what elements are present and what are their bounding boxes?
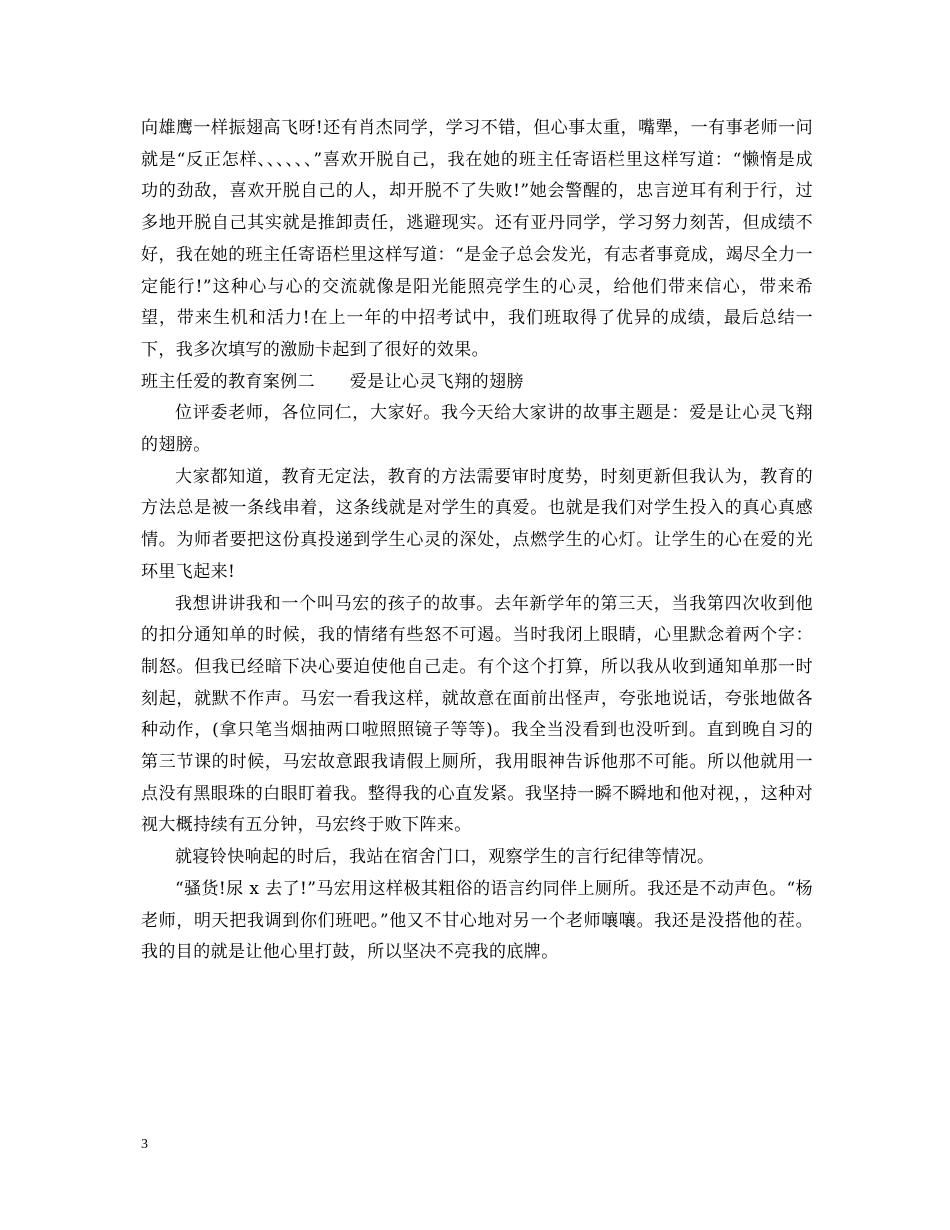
paragraph-3: 大家都知道，教育无定法，教育的方法需要审时度势，时刻更新但我认为，教育的方法总是被一条线串着，这条线就是对学生的真爱。也就是我们对学生投入的真心真感情。为师者要把这份真投递到学生心灵的深处，点燃学生的心灯。让学生的心在爱的光环里飞起来! — [141, 466, 813, 582]
page-number: 3 — [141, 1137, 148, 1152]
document-body — [141, 113, 813, 969]
paragraph-2: 位评委老师，各位同仁，大家好。我今天给大家讲的故事主题是：爱是让心灵飞翔的翅膀。 — [141, 403, 813, 456]
paragraph-1: 向雄鹰一样振翅高飞呀!还有肖杰同学，学习不错，但心事太重，嘴犟，一有事老师一问就是“反正怎样、、、、、、”喜欢开脱自己，我在她的班主任寄语栏里这样写道：“懒惰是成功的劲敌，喜欢开脱自己的人，却开脱不了失败!”她会警醒的，忠言逆耳有利于行，过多地开脱自己其实就是推卸责任，逃避现实。还有亚丹同学，学习努力刻苦，但成绩不好，我在她的班主任寄语栏里这样写道：“是金子总会发光，有志者事竟成，竭尽全力一定能行!”这种心与心的交流就像是阳光能照亮学生的心灵，给他们带来信心，带来希望，带来生机和活力!在上一年的中招考试中，我们班取得了优异的成绩，最后总结一下，我多次填写的激励卡起到了很好的效果。 — [141, 118, 813, 360]
paragraph-4: 我想讲讲我和一个叫马宏的孩子的故事。去年新学年的第三天，当我第四次收到他的扣分通知单的时候，我的情绪有些怒不可遏。当时我闭上眼睛，心里默念着两个字：制怒。但我已经暗下决心要迫使他自己走。有个这个打算，所以我从收到通知单那一时刻起，就默不作声。马宏一看我这样，就故意在面前出怪声，夸张地说话，夸张地做各种动作，(拿只笔当烟抽两口啦照照镜子等等)。我全当没看到也没听到。直到晚自习的第三节课的时候，马宏故意跟我请假上厕所，我用眼神告诉他那不可能。所以他就用一点没有黑眼珠的白眼盯着我。整得我的心直发紧。我坚持一瞬不瞬地和他对视，，这种对视大概持续有五分钟，马宏终于败下阵来。 — [141, 593, 813, 836]
paragraph-5: 就寝铃快响起的时后，我站在宿舍门口，观察学生的言行纪律等情况。 — [175, 847, 715, 868]
section-heading: 班主任爱的教育案例二 爱是让心灵飞翔的翅膀 — [141, 371, 524, 392]
paragraph-6: “骚货!尿 x 去了!”马宏用这样极其粗俗的语言约同伴上厕所。我还是不动声色。“杨老师，明天把我调到你们班吧。”他又不甘心地对另一个老师嚷嚷。我还是没搭他的茬。我的目的就是让他心里打鼓，所以坚决不亮我的底牌。 — [141, 878, 813, 963]
